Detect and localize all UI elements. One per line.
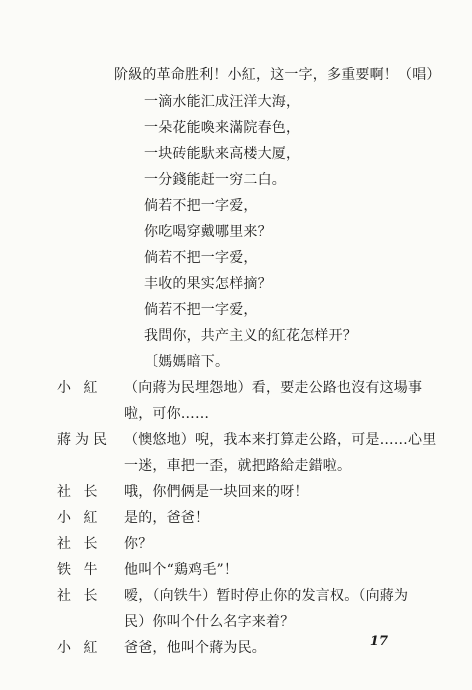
verse-line: 阶級的革命胜利！小紅，这一字，多重要啊！（唱） [114, 67, 441, 83]
dialogue-line: 一迷，車把一歪，就把路給走錯啦。 [124, 458, 352, 474]
verse-line: 一朵花能喚来滿院春色， [144, 120, 301, 136]
dialogue-line: 啦，可你…… [124, 406, 210, 422]
page-number: 17 [369, 634, 388, 649]
speaker-label: 蔣为民 [57, 432, 111, 448]
speaker-label: 社 长 [57, 588, 102, 604]
dialogue-line: 哦，你們俩是一块回来的呀！ [124, 484, 309, 500]
speaker-label: 铁 牛 [57, 562, 102, 578]
stage-direction: 〔媽媽暗下。 [144, 354, 230, 370]
speaker-label: 社 长 [57, 536, 102, 552]
verse-line: 丰收的果实怎样摘？ [144, 276, 272, 292]
dialogue-line: （懊悠地）唲，我本来打算走公路，可是……心里 [124, 432, 437, 448]
dialogue-line: 爸爸，他叫个蔣为民。 [124, 640, 266, 656]
verse-line: 倘若不把一字爱， [144, 250, 258, 266]
verse-line: 你吃喝穿戴哪里来？ [144, 224, 272, 240]
speaker-label: 社 长 [57, 484, 102, 500]
speaker-label: 小 紅 [57, 380, 102, 396]
dialogue-line: 是的，爸爸！ [124, 510, 210, 526]
dialogue-line: 嗳，（向铁牛）暂时停止你的发言权。（向蔣为 [124, 588, 409, 604]
verse-line: 一分錢能赶一穷二白。 [144, 172, 286, 188]
dialogue-line: （向蔣为民埋怨地）看，要走公路也沒有这場事 [124, 380, 423, 396]
verse-line: 倘若不把一字爱， [144, 302, 258, 318]
verse-line: 一滴水能汇成汪洋大海， [144, 94, 301, 110]
speaker-label: 小 紅 [57, 510, 102, 526]
verse-line: 倘若不把一字爱， [144, 198, 258, 214]
verse-line: 一块砖能馱来高楼大厦， [144, 146, 301, 162]
dialogue-line: 民）你叫个什么名字来着？ [124, 614, 295, 630]
dialogue-line: 你？ [124, 536, 153, 552]
verse-line: 我問你，共产主义的紅花怎样开？ [144, 328, 357, 344]
speaker-label: 小 紅 [57, 640, 102, 656]
dialogue-line: 他叫个“鶏鸡毛”！ [124, 562, 239, 578]
